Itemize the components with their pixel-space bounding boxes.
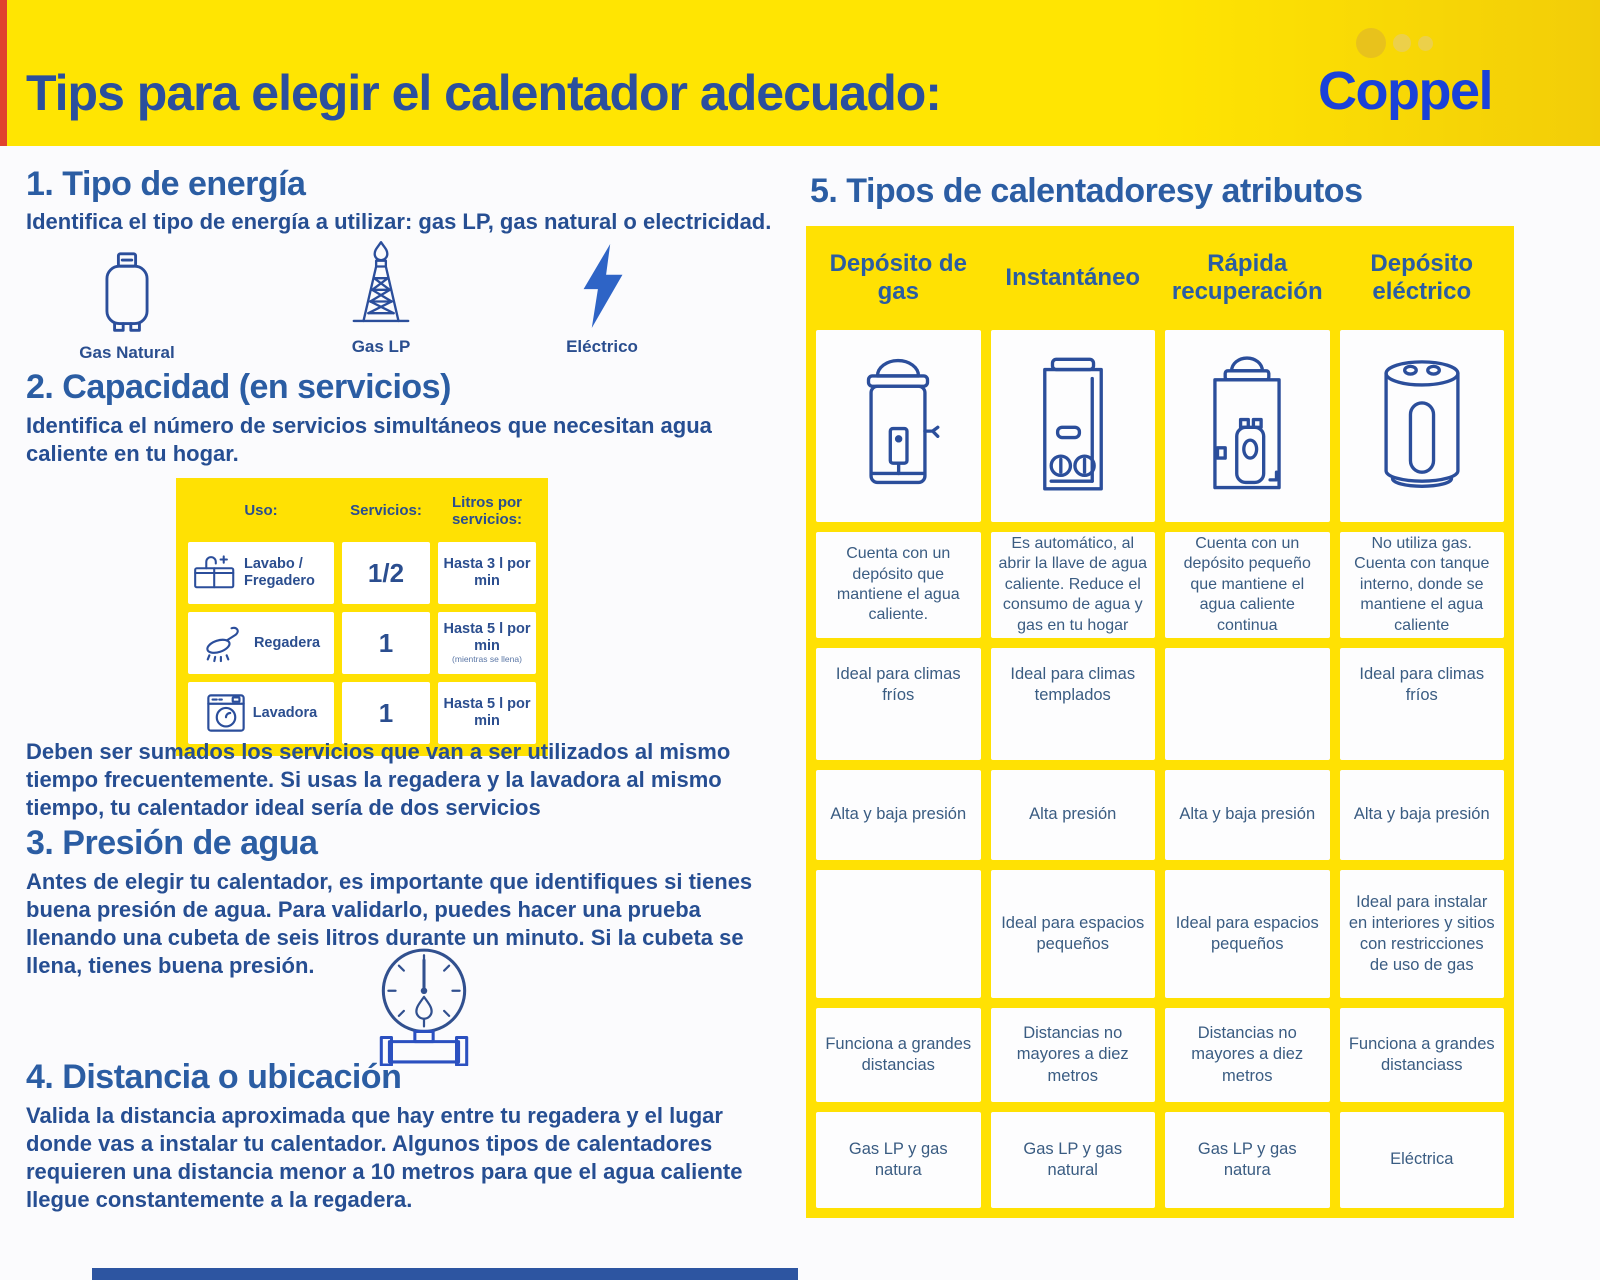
capacity-header-servicios: Servicios: [350, 502, 422, 520]
lightning-bolt-icon [575, 240, 629, 330]
comparison-cell: Gas LP y gas natura [816, 1112, 981, 1208]
comparison-cell: Distancias no mayores a diez metros [1165, 1008, 1330, 1102]
comparison-cell: Gas LP y gas natura [1165, 1112, 1330, 1208]
liters-value: Hasta 3 l por min [443, 556, 531, 589]
heater-electric-tank-icon [1340, 330, 1505, 522]
coppel-dot-large [1356, 28, 1386, 58]
left-accent-strip [0, 0, 7, 146]
comparison-cell [1165, 648, 1330, 760]
comparison-cell: Cuenta con un depósito pequeño que mantiene el agua caliente continua [1165, 532, 1330, 638]
section5-heading: 5. Tipos de calentadoresy atributos [810, 172, 1363, 210]
section4-body: Valida la distancia aproximada que hay entre tu regadera y el lugar donde vas a instalar tu calentador. Algunos tipos de calentadores requieren una distancia menor a 10 metros para que el agua caliente llegue constantemente a la regadera. [26, 1103, 743, 1212]
capacity-row-services: 1/2 [342, 542, 430, 604]
comparison-cell: Distancias no mayores a diez metros [991, 1008, 1156, 1102]
coppel-dot-medium [1393, 34, 1411, 52]
capacity-row-liters [438, 542, 536, 604]
capacity-header-uso: Uso: [244, 502, 278, 520]
energy-label: Gas Natural [79, 343, 175, 362]
capacity-row-use [188, 682, 334, 744]
liters-value: Hasta 5 l por min [443, 620, 531, 654]
coppel-logo [1318, 26, 1508, 126]
energy-electrico [532, 240, 672, 357]
comparison-cell: Cuenta con un depósito que mantiene el agua caliente. [816, 532, 981, 638]
column-header-rapida-recuperacion: Rápida recuperación [1171, 249, 1323, 305]
comparison-cell: Funciona a grandes distanciass [1340, 1008, 1505, 1102]
comparison-cell: Gas LP y gas natural [991, 1112, 1156, 1208]
pressure-gauge-icon [366, 944, 482, 1066]
section2-heading: 2. Capacidad (en servicios) [26, 368, 451, 406]
comparison-cell: Alta y baja presión [1165, 770, 1330, 860]
comparison-cell: Funciona a grandes distancias [816, 1008, 981, 1102]
capacity-row-use [188, 542, 334, 604]
section4-heading: 4. Distancia o ubicación [26, 1058, 402, 1096]
bottom-accent-strip [92, 1268, 798, 1280]
energy-label: Gas LP [351, 337, 411, 356]
column-header-instantaneo: Instantáneo [1005, 263, 1141, 291]
section3-body: Antes de elegir tu calentador, es importante que identifiques si tienes buena presión de agua. Para validarlo, puedes hacer una prueba llenando una cubeta de seis litros durante un minuto. Si la cubeta se llena, tienes buena presión. [26, 869, 753, 978]
capacity-row-liters [438, 612, 536, 674]
capacity-table [176, 478, 548, 756]
comparison-cell: Ideal para instalar en interiores y sitios con restricciones de uso de gas [1340, 870, 1505, 998]
heater-instant-icon [991, 330, 1156, 522]
heater-gas-tank-icon [816, 330, 981, 522]
energy-label: Eléctrico [566, 337, 638, 356]
coppel-dots-icon [1356, 28, 1433, 58]
section1-heading: 1. Tipo de energía [26, 165, 306, 203]
comparison-cell: Alta y baja presión [1340, 770, 1505, 860]
capacity-row-services: 1 [342, 682, 430, 744]
energy-gas-natural [62, 246, 192, 363]
heater-rapid-recovery-icon [1165, 330, 1330, 522]
comparison-cell [816, 870, 981, 998]
section2-footnote: Deben ser sumados los servicios que van a ser utilizados al mismo tiempo frecuentemente. Si usas la regadera y la lavadora al mismo tiempo, tu calentador ideal sería de dos servicios [26, 739, 731, 820]
section3-heading: 3. Presión de agua [26, 824, 318, 862]
comparison-cell: Alta presión [991, 770, 1156, 860]
section2-subtitle: Identifica el número de servicios simultáneos que necesitan agua caliente en tu hogar. [26, 413, 712, 466]
use-label: Lavabo / Fregadero [244, 556, 315, 589]
liters-value: Hasta 5 l por min [443, 696, 531, 729]
capacity-row-liters [438, 682, 536, 744]
comparison-cell: Ideal para espacios pequeños [1165, 870, 1330, 998]
column-header-deposito-gas: Depósito de gas [829, 249, 967, 305]
capacity-row-use [188, 612, 334, 674]
capacity-header-litros: Litros por servicios: [451, 493, 523, 528]
section1-subtitle: Identifica el tipo de energía a utilizar: gas LP, gas natural o electricidad. [26, 209, 772, 234]
sink-icon [192, 553, 238, 593]
comparison-cell: Alta y baja presión [816, 770, 981, 860]
comparison-cell: Eléctrica [1340, 1112, 1505, 1208]
comparison-cell: Ideal para climas fríos [816, 648, 981, 760]
coppel-dot-small [1418, 36, 1433, 51]
coppel-logo-text: Coppel [1318, 61, 1492, 121]
column-header-deposito-electrico: Depósito eléctrico [1370, 249, 1474, 305]
comparison-cell: No utiliza gas. Cuenta con tanque interno, donde se mantiene el agua caliente [1340, 532, 1505, 638]
gas-derrick-icon [346, 240, 416, 330]
header-banner [0, 0, 1600, 146]
comparison-cell: Ideal para climas templados [991, 648, 1156, 760]
energy-gas-lp [316, 240, 446, 357]
liters-note: (mientras se llena) [452, 654, 522, 665]
comparison-cell: Ideal para climas fríos [1340, 648, 1505, 760]
gas-cylinder-icon [98, 246, 156, 336]
page-title: Tips para elegir el calentador adecuado: [26, 65, 941, 121]
comparison-cell: Es automático, al abrir la llave de agua caliente. Reduce el consumo de agua y gas en tu hogar [991, 532, 1156, 638]
capacity-row-services: 1 [342, 612, 430, 674]
heater-comparison-table [806, 226, 1514, 1218]
use-label: Lavadora [252, 704, 318, 721]
comparison-cell: Ideal para espacios pequeños [991, 870, 1156, 998]
shower-icon [202, 623, 248, 663]
washer-icon [205, 692, 247, 734]
use-label: Regadera [253, 634, 321, 651]
